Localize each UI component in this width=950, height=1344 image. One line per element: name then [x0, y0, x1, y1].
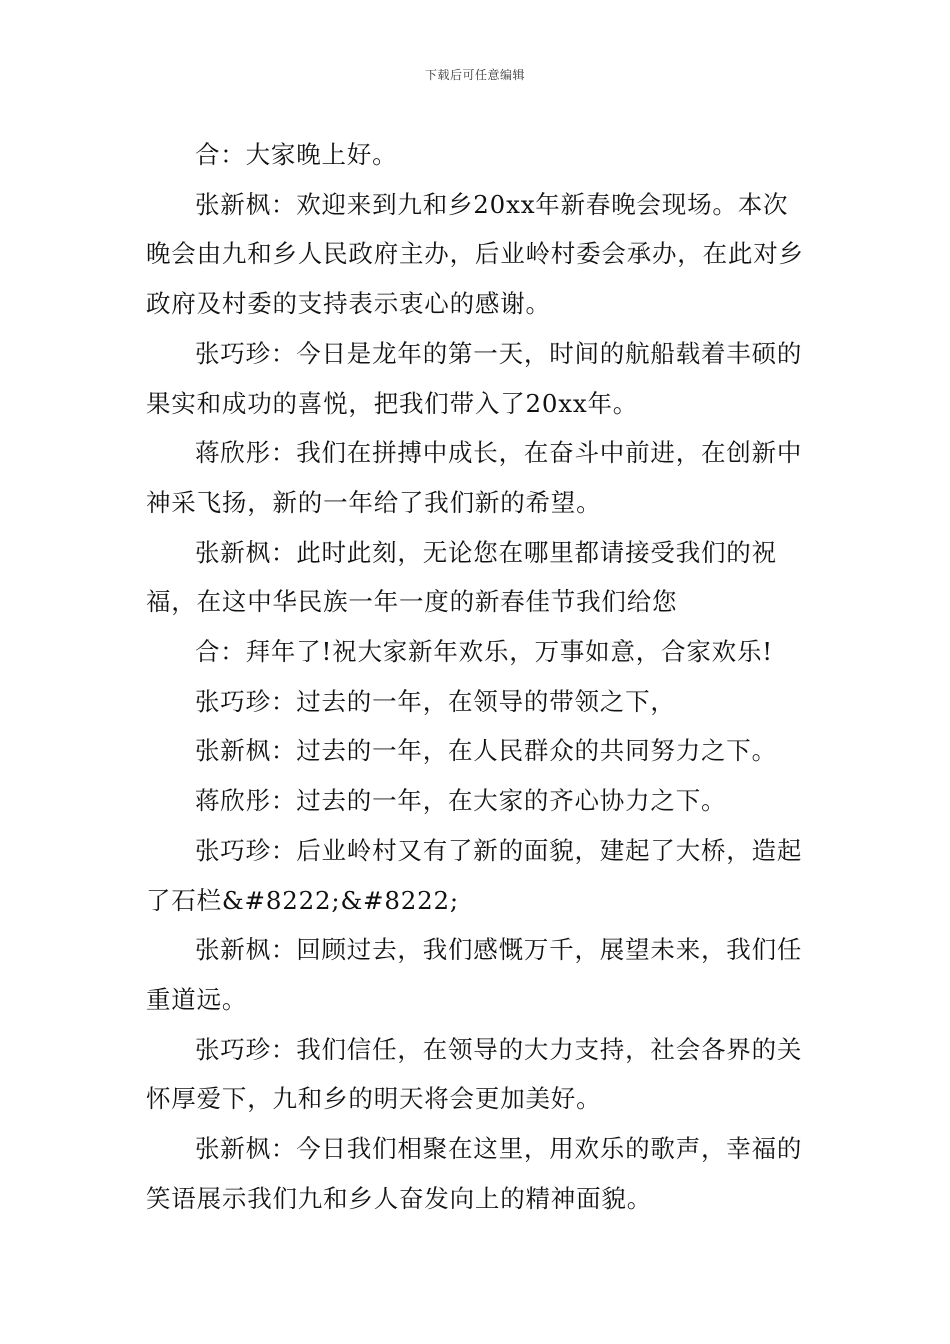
paragraph: 张巧珍：过去的一年，在领导的带领之下， [195, 686, 676, 716]
paragraph: 张巧珍：后业岭村又有了新的面貌，建起了大桥，造起了石栏&#8222;&#8222; [146, 835, 803, 915]
document-body [146, 130, 806, 1223]
paragraph: 合：大家晚上好。 [195, 140, 398, 169]
paragraph: 张新枫：过去的一年，在人民群众的共同努力之下。 [195, 736, 777, 766]
paragraph: 张新枫：此时此刻，无论您在哪里都请接受我们的祝福，在这中华民族一年一度的新春佳节我们给您 [146, 537, 777, 617]
paragraph: 张巧珍：今日是龙年的第一天，时间的航船载着丰硕的果实和成功的喜悦，把我们带入了20xx年。 [146, 338, 803, 418]
paragraph: 张巧珍：我们信任，在领导的大力支持，社会各界的关怀厚爱下，九和乡的明天将会更加美好。 [146, 1034, 803, 1114]
paragraph: 合：拜年了!祝大家新年欢乐，万事如意，合家欢乐! [195, 637, 773, 667]
paragraph: 蒋欣彤：我们在拼搏中成长，在奋斗中前进，在创新中神采飞扬，新的一年给了我们新的希望。 [146, 438, 803, 517]
paragraph: 蒋欣彤：过去的一年，在大家的齐心协力之下。 [195, 786, 727, 816]
paragraph: 张新枫：回顾过去，我们感慨万千，展望未来，我们任重道远。 [146, 935, 803, 1014]
page-header: 下载后可任意编辑 [424, 68, 525, 82]
paragraph: 张新枫：欢迎来到九和乡20xx年新春晚会现场。本次晚会由九和乡人民政府主办，后业岭村委会承办，在此对乡政府及村委的支持表示衷心的感谢。 [146, 189, 804, 319]
paragraph: 张新枫：今日我们相聚在这里，用欢乐的歌声，幸福的笑语展示我们九和乡人奋发向上的精神面貌。 [146, 1134, 803, 1213]
